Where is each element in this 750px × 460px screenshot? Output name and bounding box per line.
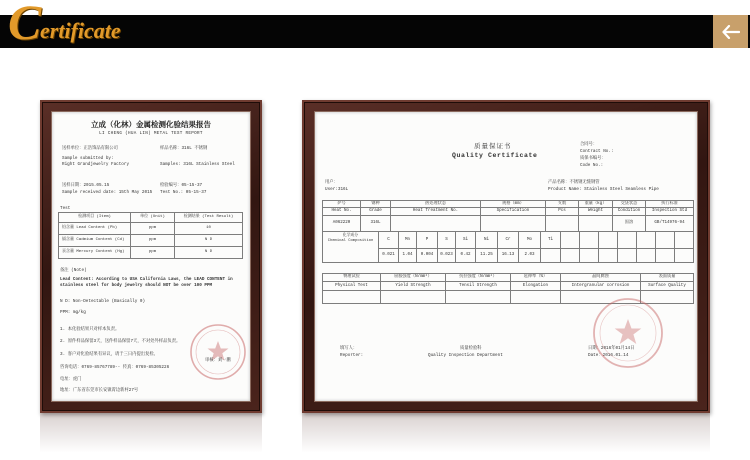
department-cn: 质量检验科 — [460, 346, 482, 351]
section-title-initial: C — [8, 0, 42, 50]
test-results-table — [58, 212, 243, 259]
section-title: ertificate — [40, 18, 121, 43]
table-cell: 固溶 — [613, 216, 646, 232]
date-en: Date：2016.01.14 — [588, 353, 629, 358]
table-row — [59, 223, 243, 235]
table-row — [59, 235, 243, 247]
chemical-composition-label — [323, 232, 379, 263]
header-cell: 晶间腐蚀 — [561, 274, 641, 282]
empty-cell — [511, 291, 561, 304]
note-label: 备注 (Note) — [60, 268, 87, 273]
element-value-cell: 2.03 — [519, 249, 541, 263]
sample-name-cn: 样品名称：316L 不锈钢 — [160, 146, 208, 151]
empty-cell — [381, 291, 446, 304]
empty-cell — [599, 232, 618, 249]
table-cell: ppm — [131, 223, 175, 235]
table-cell: N D — [175, 235, 243, 247]
element-value-cell: 0.004 — [417, 249, 438, 263]
header-cell: Surface Quality — [641, 282, 694, 291]
empty-cell — [580, 232, 599, 249]
element-cell: P — [417, 232, 438, 249]
header-cell: 物理试验 — [323, 274, 381, 282]
empty-cell — [675, 232, 694, 249]
element-cell: Si — [456, 232, 476, 249]
test-number-cn: 检验编号：05-15-37 — [160, 183, 203, 188]
table-header-row — [323, 282, 694, 291]
heat-info-table — [322, 200, 694, 232]
header-cell: 执行标准 — [646, 201, 694, 208]
samples-en: Samples: 316L Stainless Steel — [160, 162, 235, 167]
header-cell: 屈服强度（N/mm²） — [381, 274, 446, 282]
empty-cell — [675, 249, 694, 263]
table-header-row — [323, 274, 694, 282]
table-cell — [391, 216, 481, 232]
chemical-composition-label-cn: 化学成分 — [342, 234, 359, 238]
test-report-frame — [40, 100, 262, 413]
report-title-en: LI CHENG (HUA LIN) METAL TEST REPORT — [99, 131, 203, 136]
table-row — [323, 216, 694, 232]
element-cell: S — [438, 232, 456, 249]
header-cell: Physical Test — [323, 282, 381, 291]
chemical-composition-label-en: Chemical Composition — [327, 239, 374, 243]
back-button[interactable] — [713, 15, 748, 48]
table-cell — [546, 216, 579, 232]
submitted-by-value: Right Grandjewelry Factory — [62, 162, 130, 167]
element-cell: Mo — [519, 232, 541, 249]
empty-cell — [637, 249, 656, 263]
empty-cell — [656, 232, 675, 249]
element-value-cell — [541, 249, 561, 263]
empty-cell — [599, 249, 618, 263]
user-cn: 用户： — [325, 180, 338, 185]
product-name-cn: 产品名称：不锈钢无缝钢管 — [548, 180, 600, 185]
empty-cell — [323, 291, 381, 304]
header-cell: 检测结果 (Test Result) — [175, 213, 243, 223]
table-row — [323, 249, 694, 263]
frame-reflection — [40, 413, 262, 460]
header-cell: 规格（mm） — [481, 201, 546, 208]
code-no-en: Code No.: — [580, 163, 604, 168]
test-number-en: Test No.: 05-15-37 — [160, 190, 207, 195]
header-cell: Specification — [481, 208, 546, 216]
term-item: 1. 本化验结果只对样本负责。 — [60, 327, 120, 332]
header-cell: Grade — [361, 208, 391, 216]
product-name-en: Product Name: Stainless Steel Seamless Pipe — [548, 187, 659, 192]
table-cell: A062220 — [323, 216, 361, 232]
left-arrow-icon — [722, 25, 740, 39]
table-row — [323, 232, 694, 249]
table-cell: ppm — [131, 235, 175, 247]
table-cell: GB/T14976-94 — [646, 216, 694, 232]
table-cell: 汞含量 Mercury Content (Hg) — [59, 247, 131, 259]
element-value-cell: 16.13 — [498, 249, 519, 263]
element-cell: Ni — [476, 232, 498, 249]
table-header-row — [59, 213, 243, 223]
header-cell: Heat Treatment No. — [391, 208, 481, 216]
table-cell: ppm — [131, 247, 175, 259]
empty-cell — [618, 249, 637, 263]
frame-reflection — [302, 413, 710, 460]
header-cell: Condition — [613, 208, 646, 216]
table-cell — [579, 216, 613, 232]
header-cell: Weight — [579, 208, 613, 216]
note-lead-content: Lead Content: According to USA California Laws, the LEAD CONTENT in stainless steel for body jewelry should NOT be over 100 PPM — [60, 277, 233, 288]
user-en: User:316L — [325, 187, 349, 192]
header-cell: Tensil Strength — [446, 282, 511, 291]
header-cell: 抗拉强度（N/mm²） — [446, 274, 511, 282]
date-cn: 日期：2016年01月14日 — [588, 346, 635, 351]
element-cell: Mn — [399, 232, 417, 249]
certificate-title-en: Quality Certificate — [452, 152, 538, 159]
header-cell: 钢种 — [361, 201, 391, 208]
report-title-cn: 立成（化林）金属检测化验结果报告 — [91, 120, 211, 129]
table-cell: 10 — [175, 223, 243, 235]
element-cell: C — [379, 232, 399, 249]
empty-cell — [446, 291, 511, 304]
contact-address-short: 电址：虎门 — [60, 377, 82, 382]
table-cell: 镉含量 Cadmium Content (Cd) — [59, 235, 131, 247]
table-cell — [481, 216, 546, 232]
header-cell: 检测项目 (Item) — [59, 213, 131, 223]
header-cell: Yield Strength — [381, 282, 446, 291]
element-value-cell: 11.25 — [476, 249, 498, 263]
contact-address: 地址：广东省东莞市长安镇霄边新村27号 — [60, 388, 139, 393]
quality-certificate-document — [315, 112, 697, 401]
empty-cell — [561, 249, 580, 263]
department-en: Quality Inspection Department — [428, 353, 503, 358]
header-cell: Intergranular corrosion — [561, 282, 641, 291]
header-cell: 炉号 — [323, 201, 361, 208]
table-header-row — [323, 208, 694, 216]
reporter-cn: 填写人： — [340, 346, 358, 351]
header-cell: 交货状态 — [613, 201, 646, 208]
table-header-row — [323, 201, 694, 208]
element-cell: Cr — [498, 232, 519, 249]
table-cell: 316L — [361, 216, 391, 232]
header-cell: Pcs — [546, 208, 579, 216]
contract-no-en: Contract No.: — [580, 149, 614, 154]
contract-no-cn: 合同号： — [580, 142, 598, 147]
element-value-cell: 1.04 — [399, 249, 417, 263]
table-cell: N D — [175, 247, 243, 259]
chemical-composition-table — [322, 231, 694, 263]
certificate-title-cn: 质量保证书 — [474, 143, 512, 150]
term-item: 2. 原件样品保留3天，送件样品保留7天，不对处外样品负责。 — [60, 339, 181, 344]
submitted-by-cn: 送样单位：正浩饰品有限公司 — [62, 146, 118, 151]
note-non-detectable: N D: Non-Detectable (Basically 0) — [60, 299, 146, 304]
header-cell: 重量（kg） — [579, 201, 613, 208]
seal-stamp-icon — [189, 323, 247, 381]
received-date-en: Sample received date: 15th May 2015 — [62, 190, 153, 195]
empty-cell — [637, 232, 656, 249]
contact-phone: 咨询电话：0769-85767789-- 传真：0769-85305226 — [60, 365, 170, 370]
empty-cell — [561, 232, 580, 249]
term-item: 3. 客户对化验结果有异议，请于三日内提出复检。 — [60, 352, 158, 357]
header-cell: 表面质量 — [641, 274, 694, 282]
element-value-cell: 0.021 — [379, 249, 399, 263]
header-cell: 支数 — [546, 201, 579, 208]
header-cell: Elongation — [511, 282, 561, 291]
received-date-cn: 送样日期：2015.05.15 — [62, 183, 110, 188]
quality-certificate-frame — [302, 100, 710, 413]
header-cell: 热处理状态 — [391, 201, 481, 208]
element-cell: Ti — [541, 232, 561, 249]
empty-cell — [580, 249, 599, 263]
element-value-cell: 0.023 — [438, 249, 456, 263]
test-label: Test — [60, 206, 71, 211]
empty-cell — [656, 249, 675, 263]
table-cell: 铅含量 Lead Content (Pb) — [59, 223, 131, 235]
header-cell: 延伸率（%） — [511, 274, 561, 282]
reporter-en: Reporter: — [340, 353, 364, 358]
test-report-document — [52, 112, 250, 401]
empty-cell — [618, 232, 637, 249]
code-no-cn: 质保书编号： — [580, 156, 606, 161]
header-cell: Heat No. — [323, 208, 361, 216]
table-row — [59, 247, 243, 259]
header-cell: 单位 (Unit) — [131, 213, 175, 223]
reviewer-signature: 审核：刘一鹏 — [205, 358, 231, 363]
submitted-by-label: Sample submitted by: — [62, 156, 114, 161]
header-cell: Inspection Std — [646, 208, 694, 216]
seal-stamp-icon — [592, 297, 664, 369]
element-value-cell: 0.42 — [456, 249, 476, 263]
note-ppm: PPM: mg/kg — [60, 310, 86, 315]
